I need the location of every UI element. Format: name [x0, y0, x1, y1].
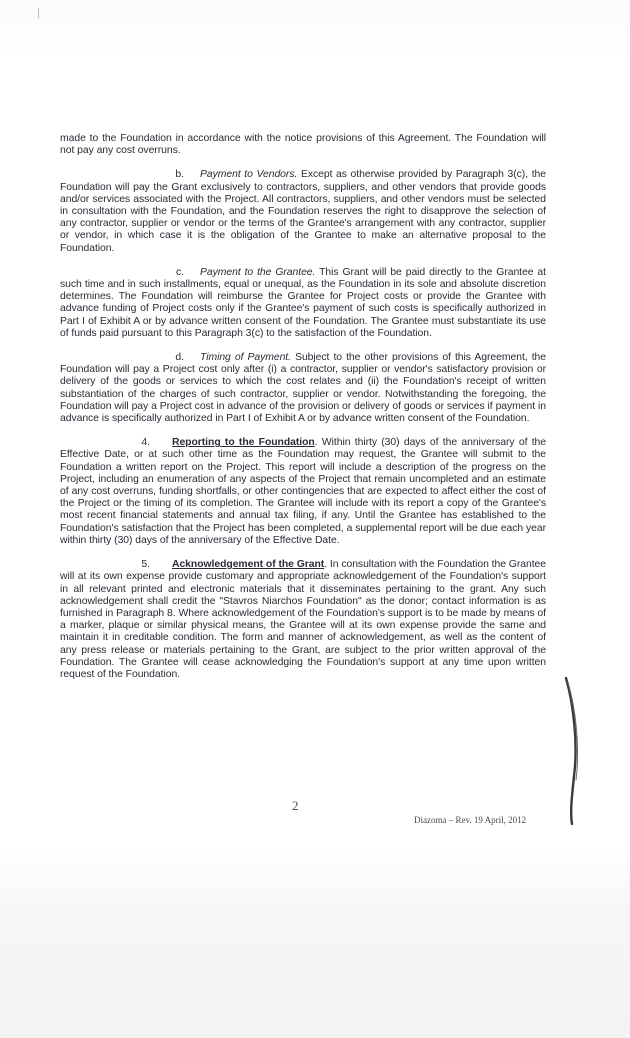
section-4-number: 4. [141, 437, 150, 449]
continuation-text: made to the Foundation in accordance with the notice provisions of this Agreement. The Foundation will not pay any cost overruns. [60, 133, 546, 157]
paragraph-d-text: Subject to the other provisions of this Agreement, the Foundation will pay a Project cost only after (i) a contractor, supplier or vendor's satisfactory provision or delivery of the goods or services to which the cost relates and (ii) the Foundation's receipt of written substantiation of the charges of such contractor, supplier or vendor. Notwithstanding the foregoing, the Foundation will pay a Project cost in advance of the provision or delivery of goods or services if payment in advance is specifically authorized in Part I of Exhibit A or by advance written consent of the Foundation. [60, 352, 546, 425]
section-4 [60, 437, 546, 547]
section-5-text: . In consultation with the Foundation the Grantee will at its own expense provide customary and appropriate acknowledgement of the Foundation's support in all relevant printed and electronic materials that it disseminates pertaining to the grant. Any such acknowledgement shall credit the "Stavros Niarchos Foundation" as the donor; contact information is as furnished in Paragraph 8. Where acknowledgement of the Foundation's support is to be made by means of a marker, plaque or similar physical means, the Grantee will at its own expense provide the same and maintain it in creditable condition. The form and manner of acknowledgement, as well as the content of any press release or materials pertaining to the Grant, are subject to the prior written approval of the Foundation. The Grantee will cease acknowledging the Foundation's support at any time upon written request of the Foundation. [60, 559, 546, 680]
paragraph-b-text: Except as otherwise provided by Paragraph 3(c), the Foundation will pay the Grant exclusively to contractors, suppliers, and other vendors that provide goods and/or services associated with the Project. All contractors, suppliers, and other vendors must be selected in consultation with the Foundation, and the Foundation reserves the right to disapprove the selection of any contractor, supplier or vendor or the terms of the Grantee's arrangement with any contractor, supplier or vendor, in which case it is the obligation of the Grantee to make an alternative proposal to the Foundation. [60, 169, 546, 254]
section-5-heading: Acknowledgement of the Grant [172, 559, 325, 571]
section-5 [60, 559, 546, 681]
section-4-text: . Within thirty (30) days of the anniversary of the Effective Date, or at such other time as the Foundation may request, the Grantee will submit to the Foundation a written report on the Project. This report will include a description of the progress on the Project, including an enumeration of any aspects of the Project that remain uncompleted and an estimate of any cost overruns, funding shortfalls, or other contingencies that are expected to affect either the cost of the Project or the timing of its completion. The Grantee will include with its report a copy of the Grantee's most recent financial statements and annual tax filing, if any. Until the Grantee has established to the Foundation's satisfaction that the Project has been completed, a supplemental report will be due each year within thirty (30) days of the anniversary of the Effective Date. [60, 437, 547, 546]
paragraph-d-title: Timing of Payment. [200, 352, 291, 364]
document-body [60, 133, 546, 693]
paragraph-c-text: This Grant will be paid directly to the Grantee at such time and in such installments, equal or unequal, as the Foundation in its sole and absolute discretion determines. The Foundation will reimburse the Grantee for Project costs or provide the Grantee with advance funding of Project costs only if the Grantee's payment of such costs is specifically authorized in Part I of Exhibit A or by advance written consent of the Foundation. The Grantee must substantiate its use of funds paid pursuant to this Paragraph 3(c) to the satisfaction of the Foundation. [60, 266, 546, 339]
section-4-heading: Reporting to the Foundation [172, 437, 315, 449]
paragraph-continuation [60, 133, 546, 157]
paragraph-b-label: b. [175, 169, 184, 181]
paragraph-b [60, 169, 546, 254]
revision-footer: Diazoma – Rev. 19 April, 2012 [414, 815, 527, 825]
paragraph-c-title: Payment to the Grantee. [200, 266, 316, 278]
paragraph-d [60, 352, 546, 425]
margin-pen-mark [560, 676, 586, 826]
paragraph-d-label: d. [175, 352, 184, 364]
scan-mark [38, 8, 43, 18]
paragraph-c-label: c. [176, 266, 184, 278]
paragraph-c [60, 267, 546, 340]
paragraph-b-title: Payment to Vendors. [200, 169, 298, 181]
section-5-number: 5. [141, 559, 150, 571]
page-number: 2 [292, 798, 299, 813]
